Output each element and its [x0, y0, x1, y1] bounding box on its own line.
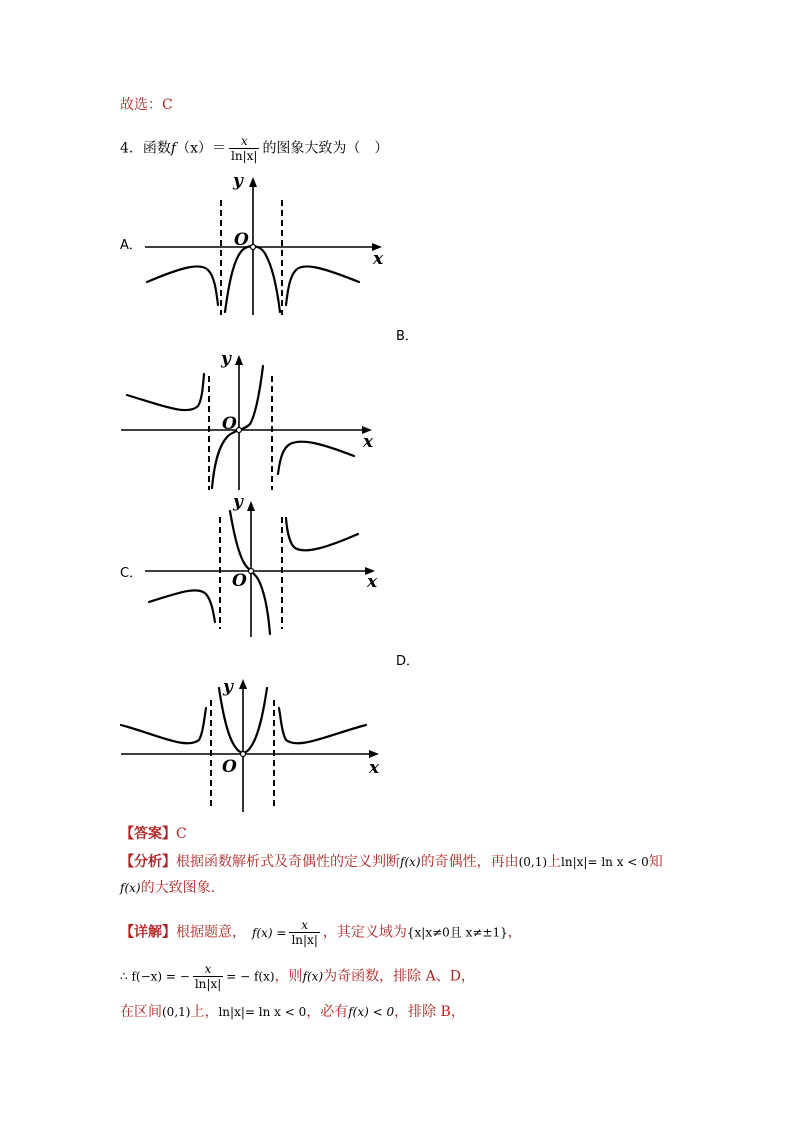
option-c-label: C．: [120, 566, 143, 581]
question-paren: （x）＝: [176, 140, 227, 157]
step3-fx: f(x) < 0: [348, 1005, 395, 1019]
graph-c-x-label: x: [367, 572, 378, 592]
detail-text-3: ，: [507, 924, 522, 941]
graph-a-curve-left: [147, 266, 218, 305]
detail-text-1: 根据题意，: [176, 924, 246, 941]
option-d-label: D．: [396, 654, 420, 669]
analysis-fx: f(x): [400, 855, 421, 869]
prev-answer: 故选：C: [120, 97, 173, 113]
graph-d-y-label: y: [223, 677, 233, 697]
analysis-interval: (0,1): [518, 855, 548, 869]
graph-d-y-arrow: [239, 679, 247, 689]
question-frac-num: x: [240, 134, 248, 148]
graph-b: [118, 348, 380, 493]
step2-frac-den: ln|x|: [194, 977, 222, 991]
question-f: f: [170, 140, 177, 157]
step3-text-3: ，必有: [306, 1004, 349, 1020]
question-prefix: 函数: [142, 140, 171, 157]
graph-a-y-arrow: [249, 177, 257, 187]
graph-d-origin-dot: [241, 752, 246, 757]
option-a-label: A．: [120, 238, 142, 253]
analysis-text-5: 的大致图象.: [140, 880, 216, 896]
analysis-text-3: 上: [547, 854, 562, 870]
graph-b-curve-right: [278, 442, 354, 474]
question-fraction: [229, 134, 259, 163]
analysis-ineq: ln|x|= ln x < 0: [561, 855, 649, 869]
graph-c-curve-left: [149, 590, 215, 622]
option-b-label: B．: [396, 329, 418, 344]
question-line: [120, 134, 388, 163]
graph-a: [140, 170, 390, 320]
graph-a-y-label: y: [233, 171, 243, 191]
step3-text-1: 在区间: [120, 1004, 162, 1020]
analysis-text-2: 的奇偶性，再由: [420, 854, 519, 870]
graph-d-curve-right: [279, 708, 366, 743]
graph-a-curve-right: [286, 266, 359, 305]
step2-fraction: [193, 962, 223, 991]
detail-fx: f(x) =: [252, 925, 287, 940]
graph-c: [140, 492, 390, 642]
step2-text-2: 为奇函数，排除 A、D，: [323, 968, 475, 985]
graph-b-x-label: x: [363, 432, 374, 452]
detail-fraction: [289, 918, 319, 947]
graph-b-curve-middle: [212, 366, 263, 488]
analysis-tag: 【分析】: [120, 854, 176, 870]
analysis-text-4: 知: [648, 854, 663, 870]
answer-tag: 【答案】: [120, 826, 176, 842]
detail-text-2: ，其定义域为: [322, 924, 407, 941]
detail-frac-den: ln|x|: [291, 933, 318, 947]
graph-a-x-label: x: [373, 249, 384, 269]
question-frac-den: ln|x|: [231, 149, 258, 163]
graph-d-x-label: x: [369, 758, 380, 778]
analysis-line-1: [120, 852, 663, 872]
graph-b-origin-dot: [237, 428, 242, 433]
detail-line-3: [120, 1002, 465, 1022]
step2-expr: ∴ f(−x) = −: [120, 969, 190, 984]
detail-frac-num: x: [301, 918, 309, 932]
graph-b-y-arrow: [235, 355, 243, 365]
step2-text-1: ，则: [274, 968, 303, 985]
detail-line-2: [120, 962, 475, 991]
graph-a-origin-dot: [251, 245, 256, 250]
graph-a-origin-label: O: [234, 230, 249, 250]
detail-line-1: [120, 918, 522, 947]
step3-text-4: ，排除 B，: [394, 1004, 465, 1020]
graph-d: [118, 670, 388, 815]
answer-value: C: [176, 826, 187, 842]
graph-d-curve-left: [121, 708, 206, 743]
graph-c-origin-dot: [249, 569, 254, 574]
analysis-text-1: 根据函数解析式及奇偶性的定义判断: [176, 854, 400, 870]
graph-c-curve-right: [286, 518, 358, 550]
graph-c-y-arrow: [247, 501, 255, 511]
question-number: 4．: [120, 140, 143, 157]
graph-d-origin-label: O: [222, 757, 237, 777]
step2-fx: f(x): [302, 969, 324, 984]
graph-b-y-label: y: [221, 349, 231, 369]
graph-b-origin-label: O: [222, 414, 237, 434]
graph-c-origin-label: O: [232, 571, 247, 591]
step3-interval: (0,1): [162, 1005, 191, 1019]
question-suffix: 的图象大致为（ ）: [262, 140, 389, 157]
graph-b-curve-left: [127, 374, 204, 410]
step2-result: = − f(x): [226, 969, 275, 984]
step3-text-2: 上，: [190, 1004, 219, 1020]
graph-c-y-label: y: [233, 492, 243, 512]
detail-tag: 【详解】: [120, 924, 176, 941]
step2-frac-num: x: [204, 962, 212, 976]
answer-line: [120, 824, 187, 844]
analysis-line-2: [120, 878, 215, 898]
analysis-fx-2: f(x): [120, 881, 141, 895]
graph-d-x-arrow: [369, 750, 379, 758]
step3-ineq: ln|x|= ln x < 0: [218, 1005, 307, 1019]
detail-domain: {x|x≠0且 x≠±1}: [406, 925, 508, 940]
